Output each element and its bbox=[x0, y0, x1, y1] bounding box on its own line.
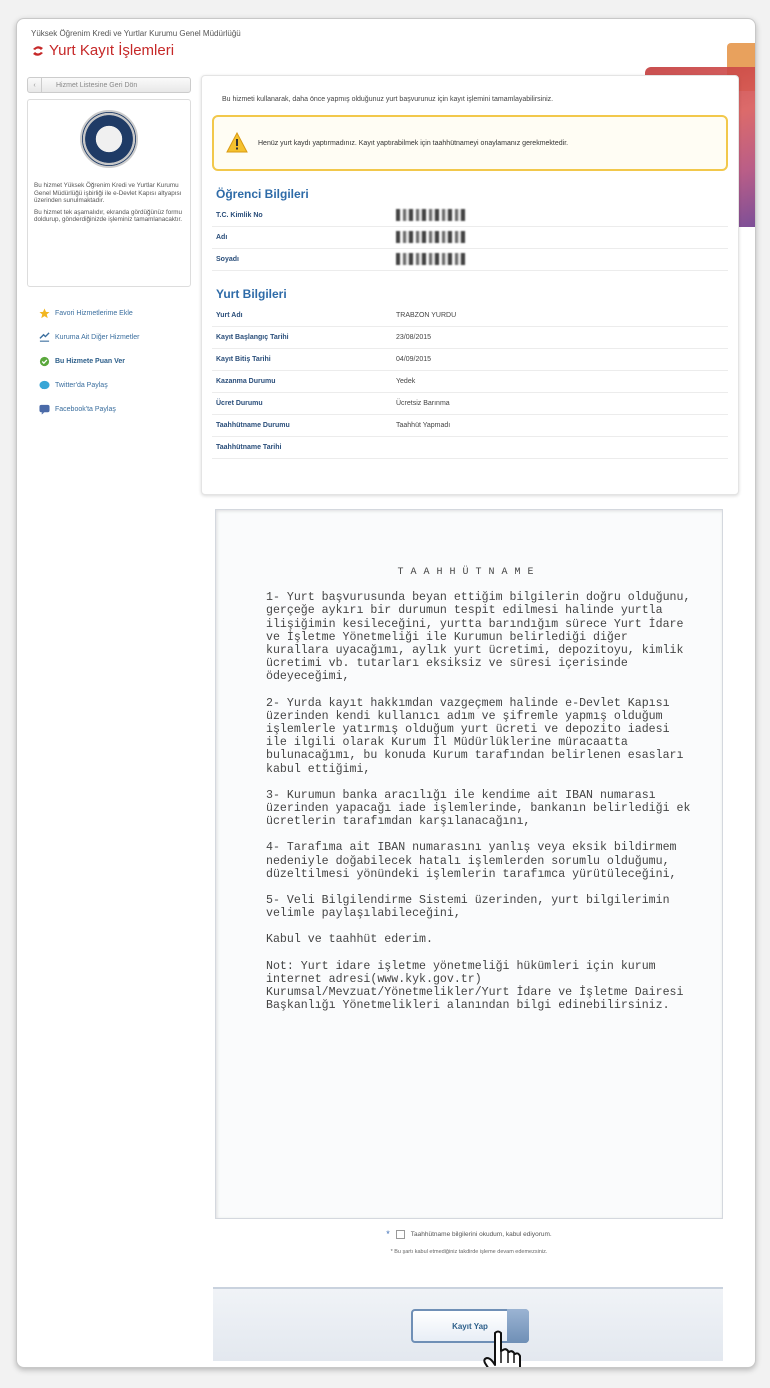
row-label: Kayıt Bitiş Tarihi bbox=[216, 356, 271, 363]
dorm-row bbox=[212, 349, 728, 371]
form-footer bbox=[213, 1287, 723, 1361]
dorm-row bbox=[212, 371, 728, 393]
student-row-tc bbox=[212, 205, 728, 227]
star-icon bbox=[39, 308, 50, 319]
accept-checkbox-label[interactable]: Taahhütname bilgilerini okudum, kabul ediyorum. bbox=[410, 1230, 552, 1238]
row-value: 23/08/2015 bbox=[396, 334, 432, 341]
row-value-redacted bbox=[396, 209, 466, 223]
hand-cursor-icon bbox=[481, 1329, 529, 1368]
row-label: T.C. Kimlik No bbox=[216, 212, 263, 219]
sidebar-link-label: Kuruma Ait Diğer Hizmetler bbox=[55, 333, 140, 341]
page-title-text: Yurt Kayıt İşlemleri bbox=[49, 42, 175, 59]
row-label: Kazanma Durumu bbox=[216, 378, 276, 385]
sidebar bbox=[27, 77, 191, 421]
commitment-paragraph: 5- Veli Bilgilendirme Sistemi üzerinden, yurt bilgilerimin velimle paylaşılabileceğini, bbox=[266, 894, 670, 921]
back-button-label: Hizmet Listesine Geri Dön bbox=[56, 81, 138, 89]
accept-line bbox=[215, 1229, 723, 1239]
row-label: Adı bbox=[216, 234, 228, 241]
row-value: 04/09/2015 bbox=[396, 356, 432, 363]
dorm-row bbox=[212, 393, 728, 415]
student-info-title: Öğrenci Bilgileri bbox=[216, 187, 309, 201]
kyk-seal-logo bbox=[80, 110, 138, 168]
back-to-services-button[interactable] bbox=[27, 77, 191, 93]
twitter-icon bbox=[39, 380, 50, 391]
sidebar-link-label: Bu Hizmete Puan Ver bbox=[55, 357, 126, 365]
row-label: Kayıt Başlangıç Tarihi bbox=[216, 334, 289, 341]
institution-icon bbox=[39, 332, 50, 343]
warning-icon bbox=[226, 132, 248, 154]
sidebar-link-facebook[interactable] bbox=[27, 397, 191, 421]
commitment-paragraph: 2- Yurda kayıt hakkımdan vazgeçmem halinde e-Devlet Kapısı üzerinden kendi kullanıcı adım ve şifremle yapmış olduğum işlemlerle yatırmış olduğum yurt ücreti ve depozito iadesi ile ilgili olarak Kurum İl Müdürlüklerine müracaatta bulunacağımı, bu konuda Kurum tarafından belirlenen esasları kabul ettiğimi, bbox=[266, 696, 684, 776]
row-value-redacted bbox=[396, 253, 466, 267]
sidebar-link-favorite[interactable] bbox=[27, 301, 191, 325]
sidebar-link-label: Twitter'da Paylaş bbox=[55, 381, 108, 389]
student-row-name bbox=[212, 227, 728, 249]
browser-frame bbox=[16, 18, 756, 1368]
sidebar-links bbox=[27, 301, 191, 421]
commitment-paragraph: 1- Yurt başvurusunda beyan ettiğim bilgilerin doğru olduğunu, gerçeğe aykırı bir durumun tespit edilmesi halinde yurtla ilişiğimin kesileceğini, yurtta barındığım sürece Yurt İdare ve İşletme Yönetmeliği ile Kurumun belirlediği diğer kurallara uyacağımı, aylık yurt ücretimi, depozitoyu, kimlik ücretimi vb. tutarları eksiksiz ve süresi içerisinde ödeyeceğimi, bbox=[266, 591, 691, 684]
accept-note: * Bu şartı kabul etmediğiniz takdirde işleme devam edemezsiniz. bbox=[390, 1249, 548, 1255]
redacted-value bbox=[396, 231, 466, 243]
service-info-box bbox=[27, 99, 191, 287]
accept-checkbox[interactable] bbox=[396, 1230, 405, 1239]
required-mark: * bbox=[386, 1229, 390, 1239]
row-label: Ücret Durumu bbox=[216, 400, 263, 407]
page-title bbox=[31, 42, 174, 59]
dorm-row bbox=[212, 437, 728, 459]
sidebar-link-other-services[interactable] bbox=[27, 325, 191, 349]
warning-box bbox=[212, 115, 728, 171]
row-value-redacted bbox=[396, 231, 466, 245]
row-value: Ücretsiz Barınma bbox=[396, 400, 450, 407]
sidebar-link-label: Favori Hizmetlerime Ekle bbox=[55, 309, 133, 317]
row-label: Taahhütname Durumu bbox=[216, 422, 290, 429]
redacted-value bbox=[396, 253, 466, 265]
sidebar-link-twitter[interactable] bbox=[27, 373, 191, 397]
row-value: Taahhüt Yapmadı bbox=[396, 422, 451, 429]
row-label: Yurt Adı bbox=[216, 312, 243, 319]
student-row-surname bbox=[212, 249, 728, 271]
commitment-paragraph: 3- Kurumun banka aracılığı ile kendime ait IBAN numarası üzerinden yapacağı iade işlemlerinde, bankanın belirlediği ek ücretlerin tarafımdan karşılanacağını, bbox=[266, 788, 691, 829]
service-info-paragraph-1: Bu hizmet Yüksek Öğrenim Kredi ve Yurtlar Kurumu Genel Müdürlüğü işbirliği ile e-Devlet Kapısı altyapısı üzerinden sunulmaktadır. bbox=[34, 182, 182, 205]
row-label: Soyadı bbox=[216, 256, 239, 263]
commitment-paragraph: Kabul ve taahhüt ederim. bbox=[266, 933, 433, 947]
org-name: Yüksek Öğrenim Kredi ve Yurtlar Kurumu Genel Müdürlüğü bbox=[31, 29, 241, 38]
commitment-paragraph: Not: Yurt idare işletme yönetmeliği hükümleri için kurum internet adresi(www.kyk.gov.tr) Kurumsal/Mevzuat/Yönetmelikler/Yurt İdare ve İşletme Dairesi Başkanlığı Yönetmelikleri alanından bilgi edinebilirsiniz. bbox=[266, 959, 684, 1013]
commitment-title: TAAHHÜTNAME bbox=[397, 567, 541, 578]
redacted-value bbox=[396, 209, 466, 221]
sidebar-link-label: Facebook'ta Paylaş bbox=[55, 405, 116, 413]
chevron-left-icon: ‹ bbox=[28, 78, 42, 92]
intro-text: Bu hizmeti kullanarak, daha önce yapmış olduğunuz yurt başvurunuz için kayıt işlemini tamamlayabilirsiniz. bbox=[222, 96, 554, 103]
commitment-text-box[interactable] bbox=[215, 509, 723, 1219]
row-value: TRABZON YURDU bbox=[396, 312, 457, 319]
row-value: Yedek bbox=[396, 378, 416, 385]
row-label: Taahhütname Tarihi bbox=[216, 444, 282, 451]
dorm-row bbox=[212, 305, 728, 327]
dorm-row bbox=[212, 327, 728, 349]
submit-button-label: Kayıt Yap bbox=[452, 1321, 488, 1331]
dorm-info-title: Yurt Bilgileri bbox=[216, 287, 287, 301]
service-info-text bbox=[34, 182, 184, 224]
rating-icon bbox=[39, 356, 50, 367]
accept-section bbox=[215, 1229, 723, 1255]
warning-text: Henüz yurt kaydı yaptırmadınız. Kayıt yaptırabilmek için taahhütnameyi onaylamanız gerekmektedir. bbox=[258, 139, 569, 147]
edevlet-logo-icon bbox=[31, 44, 45, 58]
commitment-paragraph: 4- Tarafıma ait IBAN numarasını yanlış veya eksik bildirmem nedeniyle doğabilecek hatalı işlemlerden sorumlu olduğumu, düzeltilmesi yönündeki işlemlerin tarafımca yürütüleceğini, bbox=[266, 841, 677, 881]
dorm-row bbox=[212, 415, 728, 437]
main-panel bbox=[201, 75, 739, 495]
facebook-icon bbox=[39, 404, 50, 415]
sidebar-link-rate[interactable] bbox=[27, 349, 191, 373]
service-info-paragraph-2: Bu hizmet tek aşamalıdır, ekranda gördüğünüz formu doldurup, gönderdiğinizde işleminiz tamamlanacaktır. bbox=[34, 208, 183, 224]
